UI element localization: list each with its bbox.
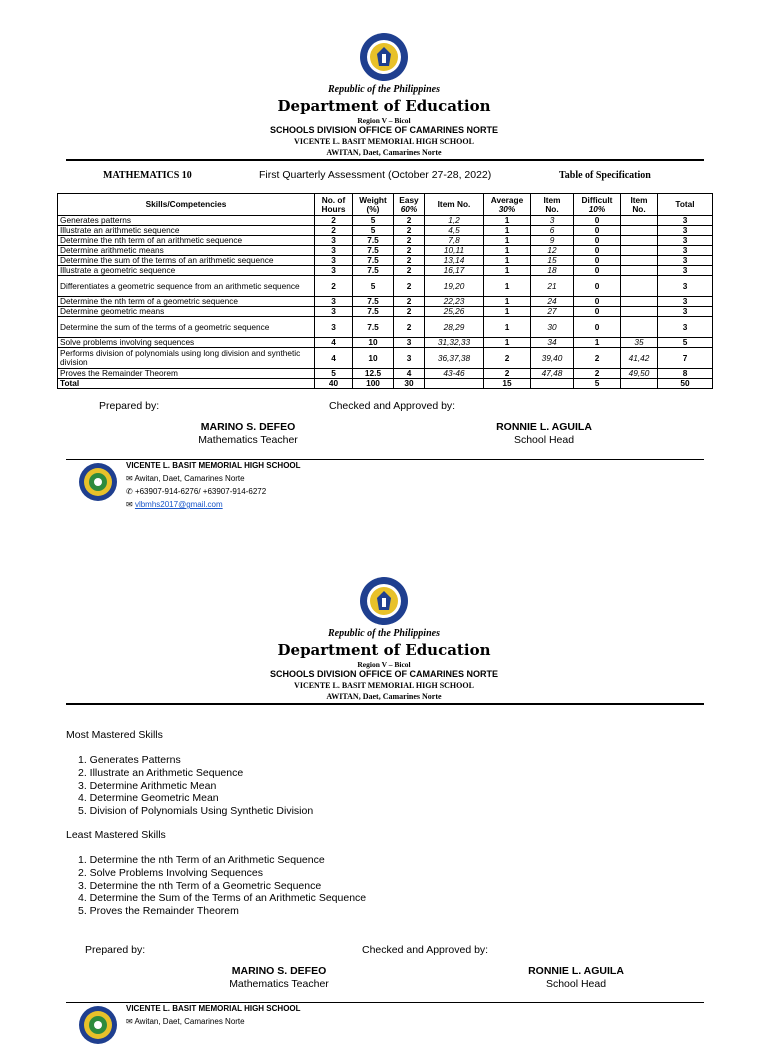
total-cell: 3 bbox=[658, 226, 713, 236]
preparer-title-2: Mathematics Teacher bbox=[229, 978, 329, 990]
skill-cell: Determine the sum of the terms of an arithmetic sequence bbox=[58, 256, 315, 266]
difficult-items-cell bbox=[621, 276, 658, 297]
skill-cell: Differentiates a geometric sequence from an arithmetic sequence bbox=[58, 276, 315, 297]
weight-cell: 12.5 bbox=[353, 369, 394, 379]
preparer-name-2: MARINO S. DEFEO bbox=[231, 965, 327, 977]
skill-cell: Solve problems involving sequences bbox=[58, 338, 315, 348]
total-cell: 8 bbox=[658, 369, 713, 379]
difficult-cell: 2 bbox=[574, 348, 621, 369]
footer-school: VICENTE L. BASIT MEMORIAL HIGH SCHOOL bbox=[126, 461, 301, 470]
weight-cell: 7.5 bbox=[353, 266, 394, 276]
easy-items-cell: 13,14 bbox=[425, 256, 484, 266]
tos-title: Table of Specification bbox=[559, 170, 651, 181]
total-empty-cell bbox=[621, 379, 658, 389]
weight-cell: 5 bbox=[353, 276, 394, 297]
republic-text: Republic of the Philippines bbox=[328, 84, 440, 95]
easy-items-cell: 28,29 bbox=[425, 317, 484, 338]
difficult-cell: 0 bbox=[574, 246, 621, 256]
weight-cell: 7.5 bbox=[353, 307, 394, 317]
email-link[interactable]: vlbmhs2017@gmail.com bbox=[134, 500, 223, 509]
easy-cell: 2 bbox=[394, 297, 425, 307]
easy-items-cell: 7,8 bbox=[425, 236, 484, 246]
average-cell: 1 bbox=[484, 256, 531, 266]
hours-cell: 5 bbox=[315, 369, 353, 379]
table-row bbox=[58, 338, 713, 348]
difficult-cell: 0 bbox=[574, 276, 621, 297]
footer-address-line: ✉ Awitan, Daet, Camarines Norte bbox=[126, 474, 245, 483]
total-avg-cell: 15 bbox=[484, 379, 531, 389]
easy-items-cell: 4,5 bbox=[425, 226, 484, 236]
weight-cell: 7.5 bbox=[353, 317, 394, 338]
difficult-cell: 2 bbox=[574, 369, 621, 379]
footer-block-2 bbox=[126, 1002, 301, 1028]
total-cell: 3 bbox=[658, 276, 713, 297]
school-text: VICENTE L. BASIT MEMORIAL HIGH SCHOOL bbox=[294, 137, 474, 146]
table-row bbox=[58, 276, 713, 297]
average-cell: 1 bbox=[484, 317, 531, 338]
region-text-2: Region V – Bicol bbox=[357, 660, 411, 669]
total-cell: 5 bbox=[658, 338, 713, 348]
footer-school-2: VICENTE L. BASIT MEMORIAL HIGH SCHOOL bbox=[126, 1004, 301, 1013]
least-mastered-title: Least Mastered Skills bbox=[66, 829, 166, 841]
hours-cell: 3 bbox=[315, 297, 353, 307]
average-items-cell: 9 bbox=[531, 236, 574, 246]
easy-items-cell: 25,26 bbox=[425, 307, 484, 317]
difficult-items-cell: 35 bbox=[621, 338, 658, 348]
hours-cell: 3 bbox=[315, 246, 353, 256]
difficult-items-cell bbox=[621, 297, 658, 307]
hours-cell: 3 bbox=[315, 307, 353, 317]
tos-table bbox=[57, 193, 713, 389]
checked-by-label-2: Checked and Approved by: bbox=[362, 944, 489, 956]
weight-cell: 5 bbox=[353, 226, 394, 236]
division-text-2: SCHOOLS DIVISION OFFICE OF CAMARINES NORTE bbox=[269, 669, 498, 679]
skill-cell: Illustrate an arithmetic sequence bbox=[58, 226, 315, 236]
total-diff-cell: 5 bbox=[574, 379, 621, 389]
table-row bbox=[58, 226, 713, 236]
total-cell: 3 bbox=[658, 246, 713, 256]
average-items-cell: 30 bbox=[531, 317, 574, 338]
approver-name-2: RONNIE L. AGUILA bbox=[528, 965, 624, 977]
list-item: 3. Determine Arithmetic Mean bbox=[78, 779, 217, 792]
easy-cell: 2 bbox=[394, 317, 425, 338]
average-items-cell: 21 bbox=[531, 276, 574, 297]
footer-address-line-2: ✉ Awitan, Daet, Camarines Norte bbox=[126, 1017, 245, 1026]
col-average: Average 30% bbox=[484, 194, 531, 216]
average-cell: 2 bbox=[484, 348, 531, 369]
mail-icon-2: ✉ bbox=[126, 1017, 135, 1026]
checked-by-label: Checked and Approved by: bbox=[329, 400, 456, 412]
least-mastered-list bbox=[78, 854, 366, 918]
school-logo-icon-2 bbox=[78, 1005, 118, 1045]
easy-cell: 4 bbox=[394, 369, 425, 379]
average-items-cell: 34 bbox=[531, 338, 574, 348]
easy-cell: 2 bbox=[394, 216, 425, 226]
phone-icon: ✆ bbox=[126, 487, 135, 496]
republic-text-2: Republic of the Philippines bbox=[328, 628, 440, 639]
list-item: 4. Determine Geometric Mean bbox=[78, 792, 219, 805]
skill-cell: Determine the nth term of a geometric sequence bbox=[58, 297, 315, 307]
total-cell: 3 bbox=[658, 236, 713, 246]
difficult-items-cell: 41,42 bbox=[621, 348, 658, 369]
average-cell: 1 bbox=[484, 338, 531, 348]
average-items-cell: 47,48 bbox=[531, 369, 574, 379]
total-hours-cell: 40 bbox=[315, 379, 353, 389]
table-row bbox=[58, 256, 713, 266]
total-empty-cell bbox=[425, 379, 484, 389]
difficult-cell: 0 bbox=[574, 236, 621, 246]
table-row bbox=[58, 266, 713, 276]
prepared-by-label-2: Prepared by: bbox=[85, 944, 146, 956]
col-item-no-2: Item No. bbox=[531, 194, 574, 216]
total-cell: 3 bbox=[658, 216, 713, 226]
average-cell: 1 bbox=[484, 246, 531, 256]
total-cell: 3 bbox=[658, 317, 713, 338]
division-text: SCHOOLS DIVISION OFFICE OF CAMARINES NORTE bbox=[269, 125, 498, 135]
list-item: 5. Division of Polynomials Using Synthetic Division bbox=[78, 805, 314, 818]
prepared-by-label: Prepared by: bbox=[99, 400, 160, 412]
average-cell: 1 bbox=[484, 307, 531, 317]
difficult-cell: 0 bbox=[574, 307, 621, 317]
list-item: 3. Determine the nth Term of a Geometric Sequence bbox=[78, 879, 322, 892]
easy-items-cell: 1,2 bbox=[425, 216, 484, 226]
address-text: AWITAN, Daet, Camarines Norte bbox=[326, 148, 442, 157]
address-text-2: AWITAN, Daet, Camarines Norte bbox=[326, 692, 442, 701]
difficult-items-cell bbox=[621, 256, 658, 266]
deped-seal-icon bbox=[359, 32, 409, 82]
list-item: 1. Generates Patterns bbox=[78, 754, 181, 766]
easy-cell: 2 bbox=[394, 276, 425, 297]
difficult-cell: 0 bbox=[574, 266, 621, 276]
average-items-cell: 39,40 bbox=[531, 348, 574, 369]
easy-items-cell: 19,20 bbox=[425, 276, 484, 297]
difficult-cell: 0 bbox=[574, 317, 621, 338]
skill-cell: Determine arithmetic means bbox=[58, 246, 315, 256]
header-divider bbox=[66, 159, 704, 161]
preparer-title: Mathematics Teacher bbox=[198, 434, 298, 446]
average-items-cell: 18 bbox=[531, 266, 574, 276]
average-cell: 1 bbox=[484, 276, 531, 297]
average-cell: 1 bbox=[484, 297, 531, 307]
difficult-cell: 0 bbox=[574, 226, 621, 236]
table-row bbox=[58, 307, 713, 317]
average-items-cell: 27 bbox=[531, 307, 574, 317]
easy-items-cell: 43-46 bbox=[425, 369, 484, 379]
total-cell: 3 bbox=[658, 266, 713, 276]
hours-cell: 4 bbox=[315, 338, 353, 348]
most-mastered-title: Most Mastered Skills bbox=[66, 729, 163, 741]
subject-label: MATHEMATICS 10 bbox=[103, 170, 192, 181]
table-row bbox=[58, 236, 713, 246]
skill-cell: Performs division of polynomials using long division and synthetic division bbox=[58, 348, 315, 369]
col-skills: Skills/Competencies bbox=[58, 194, 315, 216]
table-row bbox=[58, 369, 713, 379]
difficult-items-cell bbox=[621, 236, 658, 246]
deped-seal-icon-2 bbox=[359, 576, 409, 626]
easy-cell: 2 bbox=[394, 236, 425, 246]
easy-items-cell: 22,23 bbox=[425, 297, 484, 307]
skill-cell: Illustrate a geometric sequence bbox=[58, 266, 315, 276]
skill-cell: Determine geometric means bbox=[58, 307, 315, 317]
easy-items-cell: 10,11 bbox=[425, 246, 484, 256]
department-title: Department of Education bbox=[277, 97, 491, 115]
difficult-items-cell: 49,50 bbox=[621, 369, 658, 379]
department-title-2: Department of Education bbox=[277, 641, 491, 659]
school-text-2: VICENTE L. BASIT MEMORIAL HIGH SCHOOL bbox=[294, 681, 474, 690]
easy-items-cell: 31,32,33 bbox=[425, 338, 484, 348]
skill-cell: Proves the Remainder Theorem bbox=[58, 369, 315, 379]
hours-cell: 3 bbox=[315, 256, 353, 266]
difficult-items-cell bbox=[621, 226, 658, 236]
col-hours: No. of Hours bbox=[315, 194, 353, 216]
easy-cell: 2 bbox=[394, 307, 425, 317]
table-row bbox=[58, 348, 713, 369]
difficult-items-cell bbox=[621, 246, 658, 256]
total-easy-cell: 30 bbox=[394, 379, 425, 389]
table-row bbox=[58, 216, 713, 226]
easy-cell: 2 bbox=[394, 226, 425, 236]
assessment-label: First Quarterly Assessment (October 27-28, 2022) bbox=[259, 169, 492, 181]
easy-cell: 3 bbox=[394, 338, 425, 348]
difficult-cell: 1 bbox=[574, 338, 621, 348]
list-item: 5. Proves the Remainder Theorem bbox=[78, 905, 239, 918]
col-difficult: Difficult 10% bbox=[574, 194, 621, 216]
average-items-cell: 24 bbox=[531, 297, 574, 307]
weight-cell: 10 bbox=[353, 338, 394, 348]
difficult-items-cell bbox=[621, 307, 658, 317]
skill-cell: Generates patterns bbox=[58, 216, 315, 226]
average-items-cell: 12 bbox=[531, 246, 574, 256]
average-items-cell: 6 bbox=[531, 226, 574, 236]
col-total: Total bbox=[658, 194, 713, 216]
weight-cell: 7.5 bbox=[353, 297, 394, 307]
hours-cell: 3 bbox=[315, 236, 353, 246]
col-item-no-3: Item No. bbox=[621, 194, 658, 216]
list-item: 2. Solve Problems Involving Sequences bbox=[78, 866, 264, 879]
easy-cell: 3 bbox=[394, 348, 425, 369]
difficult-items-cell bbox=[621, 317, 658, 338]
school-logo-icon bbox=[78, 462, 118, 502]
average-cell: 1 bbox=[484, 226, 531, 236]
weight-cell: 7.5 bbox=[353, 236, 394, 246]
hours-cell: 3 bbox=[315, 317, 353, 338]
total-cell: 3 bbox=[658, 297, 713, 307]
hours-cell: 2 bbox=[315, 226, 353, 236]
hours-cell: 3 bbox=[315, 266, 353, 276]
footer-email-line[interactable] bbox=[126, 498, 301, 511]
difficult-items-cell bbox=[621, 266, 658, 276]
total-cell: 3 bbox=[658, 307, 713, 317]
total-empty-cell bbox=[531, 379, 574, 389]
weight-cell: 7.5 bbox=[353, 246, 394, 256]
total-cell: 7 bbox=[658, 348, 713, 369]
mail-icon: ✉ bbox=[126, 474, 135, 483]
average-cell: 1 bbox=[484, 216, 531, 226]
easy-items-cell: 36,37,38 bbox=[425, 348, 484, 369]
skill-cell: Determine the nth term of an arithmetic sequence bbox=[58, 236, 315, 246]
average-cell: 1 bbox=[484, 236, 531, 246]
list-item: 4. Determine the Sum of the Terms of an Arithmetic Sequence bbox=[78, 892, 367, 905]
footer-block bbox=[126, 459, 301, 511]
most-mastered-list bbox=[78, 754, 313, 818]
difficult-cell: 0 bbox=[574, 297, 621, 307]
weight-cell: 7.5 bbox=[353, 256, 394, 266]
approver-title-2: School Head bbox=[545, 978, 607, 990]
table-row bbox=[58, 246, 713, 256]
difficult-cell: 0 bbox=[574, 256, 621, 266]
hours-cell: 2 bbox=[315, 276, 353, 297]
difficult-cell: 0 bbox=[574, 216, 621, 226]
approver-name: RONNIE L. AGUILA bbox=[496, 421, 592, 433]
table-row bbox=[58, 297, 713, 307]
weight-cell: 5 bbox=[353, 216, 394, 226]
list-item: 2. Illustrate an Arithmetic Sequence bbox=[78, 766, 244, 779]
col-weight: Weight (%) bbox=[353, 194, 394, 216]
average-cell: 2 bbox=[484, 369, 531, 379]
weight-cell: 10 bbox=[353, 348, 394, 369]
total-weight-cell: 100 bbox=[353, 379, 394, 389]
easy-cell: 2 bbox=[394, 246, 425, 256]
hours-cell: 2 bbox=[315, 216, 353, 226]
total-total-cell: 50 bbox=[658, 379, 713, 389]
easy-cell: 2 bbox=[394, 266, 425, 276]
table-total-row bbox=[58, 379, 713, 389]
approver-title: School Head bbox=[513, 434, 575, 446]
total-label-cell: Total bbox=[58, 379, 315, 389]
email-icon: ✉ bbox=[126, 500, 135, 509]
skill-cell: Determine the sum of the terms of a geometric sequence bbox=[58, 317, 315, 338]
easy-cell: 2 bbox=[394, 256, 425, 266]
table-row bbox=[58, 317, 713, 338]
col-easy: Easy 60% bbox=[394, 194, 425, 216]
average-cell: 1 bbox=[484, 266, 531, 276]
header-divider-2 bbox=[66, 703, 704, 705]
easy-items-cell: 16,17 bbox=[425, 266, 484, 276]
average-items-cell: 15 bbox=[531, 256, 574, 266]
col-item-no: Item No. bbox=[425, 194, 484, 216]
total-cell: 3 bbox=[658, 256, 713, 266]
average-items-cell: 3 bbox=[531, 216, 574, 226]
footer-phone-line: ✆ +63907-914-6276/ +63907-914-6272 bbox=[126, 487, 267, 496]
difficult-items-cell bbox=[621, 216, 658, 226]
preparer-name: MARINO S. DEFEO bbox=[200, 421, 296, 433]
list-item: 1. Determine the nth Term of an Arithmetic Sequence bbox=[78, 854, 325, 866]
hours-cell: 4 bbox=[315, 348, 353, 369]
region-text: Region V – Bicol bbox=[357, 116, 411, 125]
